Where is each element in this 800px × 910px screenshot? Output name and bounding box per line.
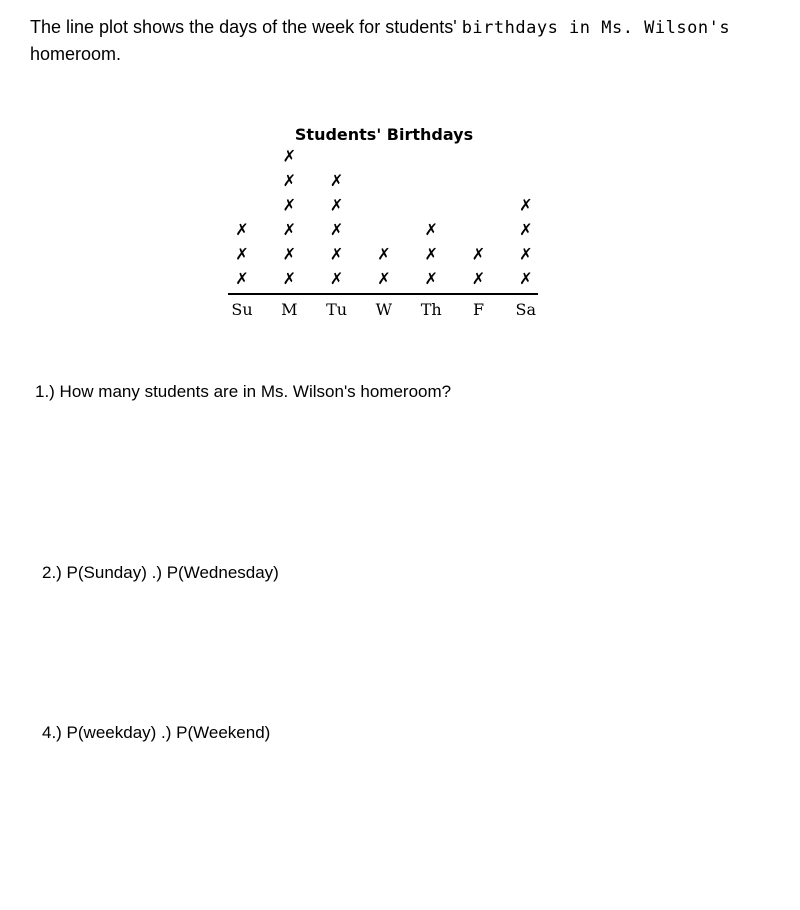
tick-label-f: F xyxy=(472,300,485,319)
question-1: 1.) How many students are in Ms. Wilson's homeroom? xyxy=(35,382,452,401)
plot-mark-tu-1: ✗ xyxy=(329,269,344,288)
tick-label-m: M xyxy=(281,300,298,319)
plot-mark-m-5: ✗ xyxy=(282,171,297,190)
plot-mark-sa-4: ✗ xyxy=(519,195,533,215)
intro-part-2: birthdays in Ms. Wilson's xyxy=(461,18,731,38)
chart-marks xyxy=(235,147,532,289)
plot-mark-sa-1: ✗ xyxy=(519,269,533,288)
plot-mark-tu-2: ✗ xyxy=(329,244,344,264)
plot-mark-th-1: ✗ xyxy=(424,269,438,288)
chart-svg xyxy=(220,118,550,328)
intro-part-1: The line plot shows the days of the week for students' xyxy=(30,17,462,37)
plot-mark-f-2: ✗ xyxy=(471,244,486,264)
intro-text xyxy=(30,14,800,67)
intro-line-2: homeroom. xyxy=(30,44,122,64)
tick-label-su: Su xyxy=(231,300,253,319)
plot-mark-m-1: ✗ xyxy=(282,269,297,288)
axis-tick-labels xyxy=(231,300,536,319)
question-2: 2.) P(Sunday) .) P(Wednesday) xyxy=(42,563,279,582)
plot-mark-th-3: ✗ xyxy=(424,220,438,239)
tick-label-tu: Tu xyxy=(326,300,348,319)
tick-label-th: Th xyxy=(420,300,442,319)
chart-title: Students' Birthdays xyxy=(294,125,474,144)
plot-mark-su-2: ✗ xyxy=(235,244,249,264)
plot-mark-tu-5: ✗ xyxy=(329,171,344,190)
intro-line-1 xyxy=(30,14,800,41)
tick-label-w: W xyxy=(375,300,393,319)
line-plot-chart xyxy=(220,118,550,328)
plot-mark-su-1: ✗ xyxy=(235,269,249,288)
plot-mark-su-3: ✗ xyxy=(235,220,249,239)
question-3: 4.) P(weekday) .) P(Weekend) xyxy=(42,723,271,742)
plot-mark-sa-3: ✗ xyxy=(519,220,533,239)
plot-mark-m-3: ✗ xyxy=(282,220,297,239)
plot-mark-w-1: ✗ xyxy=(377,269,391,288)
plot-mark-m-6: ✗ xyxy=(282,146,297,166)
plot-mark-f-1: ✗ xyxy=(471,269,486,288)
plot-mark-sa-2: ✗ xyxy=(519,244,533,264)
tick-label-sa: Sa xyxy=(515,300,537,319)
plot-mark-tu-3: ✗ xyxy=(329,220,344,239)
plot-mark-tu-4: ✗ xyxy=(329,195,344,215)
plot-mark-w-2: ✗ xyxy=(377,244,391,264)
plot-mark-th-2: ✗ xyxy=(424,244,438,264)
plot-mark-m-2: ✗ xyxy=(282,244,297,264)
plot-mark-m-4: ✗ xyxy=(282,195,297,215)
